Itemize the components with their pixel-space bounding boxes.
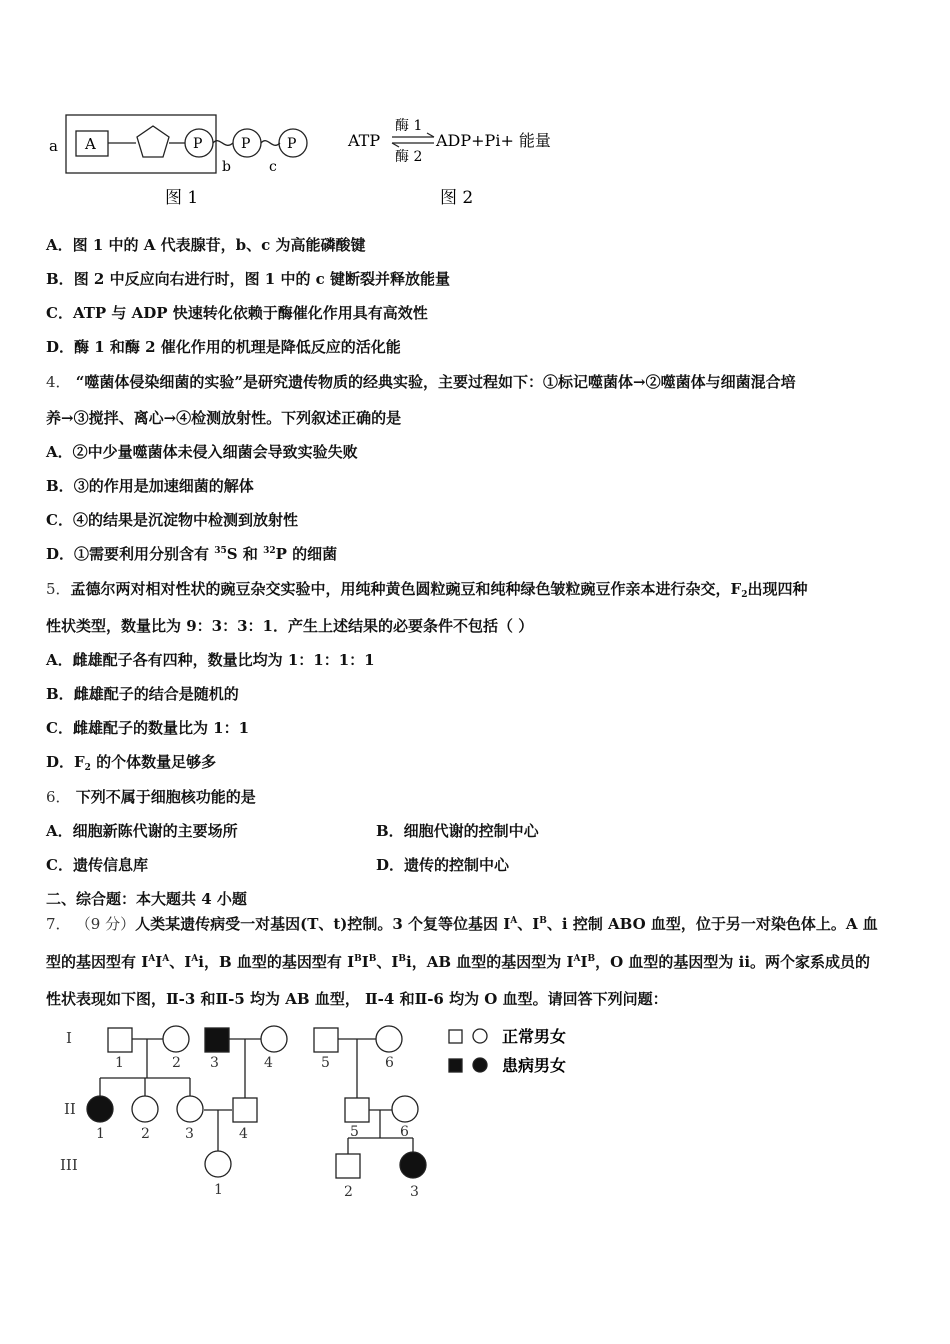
option-key: B． — [46, 477, 74, 495]
option-key: A． — [46, 236, 73, 254]
q3-option-a[interactable] — [46, 235, 365, 255]
option-text: ③的作用是加速细菌的解体 — [73, 477, 254, 495]
q5-option-d[interactable] — [46, 752, 216, 772]
fig1-phosphate-2-label: P — [241, 136, 251, 152]
option-text: 雌雄配子各有四种，数量比均为 1：1：1：1 — [72, 651, 375, 669]
legend-affected-label: 患病男女 — [502, 1056, 567, 1075]
legend-female-affected — [473, 1058, 487, 1072]
number-label: 3 — [210, 1055, 219, 1071]
q7-text: I — [155, 953, 163, 971]
fig2-caption: 图 2 — [440, 188, 474, 208]
q5-stem-text-1a: 孟德尔两对相对性状的豌豆杂交实验中，用纯种黄色圆粒豌豆和纯种绿色皱粒豌豆作亲本进行杂交，F — [70, 580, 742, 598]
option-key: C． — [46, 511, 73, 529]
q5-option-c[interactable] — [46, 718, 249, 738]
q4-stem-line-2 — [46, 408, 401, 428]
q7-text: 、I — [376, 953, 399, 971]
option-key: A． — [46, 443, 73, 461]
I-2-female-normal — [163, 1026, 189, 1052]
option-key: D． — [46, 753, 75, 771]
option-key: D． — [46, 338, 75, 356]
q7-stem-line-3: 性状表现如下图，Ⅱ-3 和Ⅱ-5 均为 AB 血型， Ⅱ-4 和Ⅱ-6 均为 O 血型。请回答下列问题： — [46, 990, 668, 1008]
pedigree-legend — [449, 1027, 566, 1075]
q6-stem-text: 下列不属于细胞核功能的是 — [75, 788, 256, 806]
q7-stem-line-1 — [46, 914, 878, 934]
q4-stem-text-2: 养→③搅拌、离心→④检测放射性。下列叙述正确的是 — [46, 409, 402, 427]
section-heading: 二、综合题：本大题共 4 小题 — [46, 890, 247, 908]
q4-option-b[interactable] — [46, 476, 254, 496]
legend-male-normal — [449, 1030, 462, 1043]
q5-option-a[interactable] — [46, 650, 375, 670]
fig1-phosphate-3-label: P — [287, 136, 297, 152]
III-2-male-normal — [336, 1154, 360, 1178]
option-text: ④的结果是沉淀物中检测到放射性 — [72, 511, 298, 529]
allele-superscript: A — [573, 954, 581, 964]
q6-option-c[interactable]: C．遗传信息库 — [46, 856, 148, 874]
II-4-male-normal — [233, 1098, 257, 1122]
I-4-female-normal — [261, 1026, 287, 1052]
option-text: P 的细菌 — [275, 545, 338, 563]
fig1-bond-c — [261, 141, 280, 146]
number-label: 5 — [321, 1055, 330, 1071]
fig2-atp: ATP — [348, 131, 381, 150]
allele-superscript: A — [148, 954, 156, 964]
legend-female-normal — [473, 1029, 487, 1043]
allele-superscript: B — [398, 954, 406, 964]
fig2-arrow-right-head — [427, 133, 434, 137]
number-label: 6 — [385, 1055, 394, 1071]
I-6-female-normal — [376, 1026, 402, 1052]
pedigree-chart — [40, 1018, 600, 1208]
fig1-label-a: a — [49, 137, 58, 155]
II-5-male-normal — [345, 1098, 369, 1122]
q7-text: 、I — [517, 915, 540, 933]
option-text: ATP 与 ADP 快速转化依赖于酶催化作用具有高效性 — [72, 304, 428, 322]
option-key: A． — [46, 651, 73, 669]
q3-option-d[interactable] — [46, 337, 401, 357]
atp-figures — [40, 105, 600, 215]
I-3-male-affected — [205, 1028, 229, 1052]
q7-stem-line-2 — [46, 952, 870, 972]
q5-stem-text-2: 性状类型，数量比为 9：3：3：1．产生上述结果的必要条件不包括（ ） — [46, 617, 534, 635]
q4-option-a[interactable] — [46, 442, 358, 462]
number-label: 4 — [264, 1055, 273, 1071]
option-text: 图 1 中的 A 代表腺苷，b、c 为高能磷酸键 — [72, 236, 366, 254]
figure-1 — [49, 115, 307, 208]
fig2-arrow-left-head — [392, 143, 399, 147]
q7-text: ，O 血型的基因型为 ii。两个家系成员的 — [595, 953, 871, 971]
q7-text: I — [580, 953, 588, 971]
q7-text: 人类某遗传病受一对基因(T、t)控制。3 个复等位基因 I — [135, 915, 511, 933]
q5-stem-line-2 — [46, 616, 533, 636]
figure-2 — [347, 118, 551, 208]
option-text: 雌雄配子的结合是随机的 — [73, 685, 239, 703]
option-text: ①需要利用分别含有 — [74, 545, 215, 563]
q6-option-d[interactable]: D．遗传的控制中心 — [376, 856, 510, 874]
number-label: 2 — [172, 1055, 181, 1071]
legend-male-affected — [449, 1059, 462, 1072]
q3-option-c[interactable] — [46, 303, 428, 323]
option-text: F — [74, 753, 85, 771]
allele-superscript: B — [354, 954, 362, 964]
number-label: 1 — [115, 1055, 124, 1071]
number-label: 6 — [400, 1124, 409, 1140]
q6-option-b[interactable]: B．细胞代谢的控制中心 — [376, 822, 539, 840]
legend-normal-label: 正常男女 — [502, 1027, 567, 1046]
number-label: 1 — [214, 1182, 223, 1198]
fig1-label-c: c — [269, 159, 277, 175]
option-text: 图 2 中反应向右进行时，图 1 中的 c 键断裂并释放能量 — [73, 270, 451, 288]
allele-superscript: B — [539, 916, 547, 926]
number-label: 1 — [96, 1126, 105, 1142]
number-label: 5 — [350, 1124, 359, 1140]
I-5-male-normal — [314, 1028, 338, 1052]
I-1-male-normal — [108, 1028, 132, 1052]
question-number: 6． — [46, 788, 71, 806]
option-key: C． — [46, 719, 73, 737]
option-key: C． — [46, 304, 73, 322]
allele-superscript: A — [162, 954, 170, 964]
II-3-female-normal — [177, 1096, 203, 1122]
q7-text: i，B 血型的基因型有 I — [198, 953, 355, 971]
option-key: B． — [46, 685, 74, 703]
II-6-female-normal — [392, 1096, 418, 1122]
option-text: 酶 1 和酶 2 催化作用的机理是降低反应的活化能 — [74, 338, 401, 356]
q4-option-d[interactable] — [46, 544, 337, 564]
allele-superscript: B — [587, 954, 596, 964]
III-1-female-normal — [205, 1151, 231, 1177]
number-label: 3 — [410, 1184, 419, 1200]
fig1-caption: 图 1 — [165, 188, 199, 208]
q4-option-c[interactable] — [46, 510, 298, 530]
q7-score: （9 分） — [75, 915, 136, 933]
fig2-enzyme-1: 酶 1 — [395, 118, 423, 134]
q3-option-b[interactable] — [46, 269, 450, 289]
fig1-ribose-pentagon — [137, 126, 169, 157]
generation-label-II: II — [64, 1100, 76, 1118]
number-label: 2 — [141, 1126, 150, 1142]
q7-text: I — [361, 953, 369, 971]
allele-superscript: A — [191, 954, 199, 964]
q7-text: i，AB 血型的基因型为 I — [406, 953, 574, 971]
option-key: D． — [46, 545, 75, 563]
allele-superscript: A — [510, 916, 518, 926]
II-2-female-normal — [132, 1096, 158, 1122]
q4-stem-line-1 — [46, 372, 796, 392]
option-key: B． — [46, 270, 74, 288]
option-text: ②中少量噬菌体未侵入细菌会导致实验失败 — [72, 443, 358, 461]
number-label: 3 — [185, 1126, 194, 1142]
fig2-enzyme-2: 酶 2 — [395, 149, 423, 165]
q5-option-b[interactable] — [46, 684, 239, 704]
option-text: 的个体数量足够多 — [90, 753, 217, 771]
III-3-female-affected — [400, 1152, 426, 1178]
q5-stem-text-1b: 出现四种 — [747, 580, 808, 598]
subscript: 2 — [84, 763, 91, 773]
q6-option-a[interactable]: A．细胞新陈代谢的主要场所 — [46, 822, 238, 840]
option-text: S 和 — [226, 545, 264, 563]
q7-text: 型的基因型有 I — [46, 953, 149, 971]
II-1-female-affected — [87, 1096, 113, 1122]
number-label: 2 — [344, 1184, 353, 1200]
q7-text: 、I — [169, 953, 192, 971]
number-label: 4 — [239, 1126, 248, 1142]
allele-superscript: B — [368, 954, 377, 964]
q4-stem-text-1: “噬菌体侵染细菌的实验”是研究遗传物质的经典实验，主要过程如下：①标记噬菌体→②噬菌体与细菌混合培 — [75, 373, 796, 391]
q6-stem — [46, 787, 256, 807]
isotope-superscript: 35 — [214, 546, 227, 556]
q5-stem-line-1 — [46, 579, 807, 599]
question-number: 4． — [46, 373, 71, 391]
option-text: 雌雄配子的数量比为 1：1 — [72, 719, 250, 737]
question-number: 5． — [46, 580, 71, 598]
fig1-phosphate-1-label: P — [193, 136, 203, 152]
subscript: 2 — [741, 590, 748, 600]
fig2-products: ADP+Pi+ 能量 — [436, 131, 551, 150]
fig1-adenine-label: A — [85, 135, 96, 153]
isotope-superscript: 32 — [263, 546, 276, 556]
fig1-label-b: b — [222, 159, 231, 175]
generation-label-I: I — [66, 1029, 72, 1047]
q7-text: 、i 控制 ABO 血型，位于另一对染色体上。A 血 — [546, 915, 878, 933]
generation-label-III: III — [60, 1156, 78, 1174]
question-number: 7． — [46, 915, 71, 933]
